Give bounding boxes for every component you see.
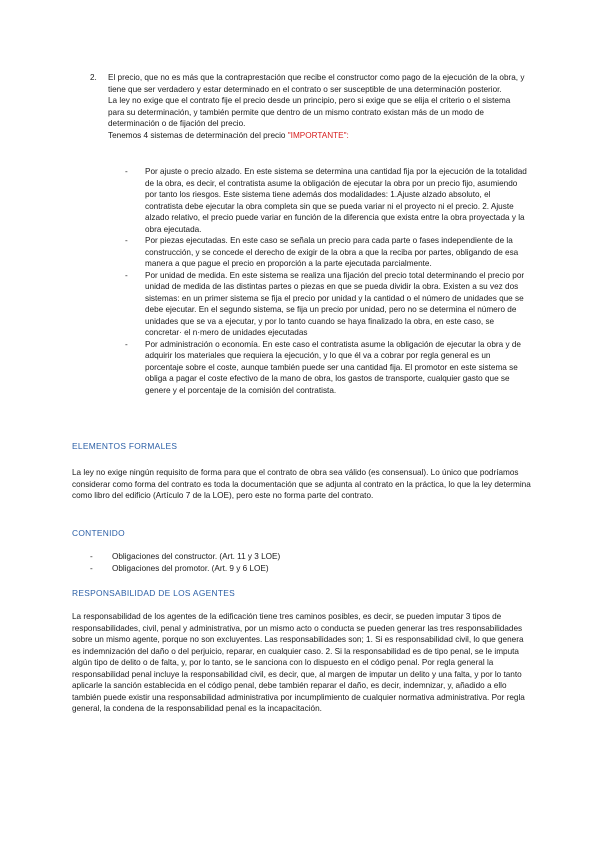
list-item-text: Obligaciones del promotor. (Art. 9 y 6 LOE) — [112, 563, 269, 573]
list-item — [110, 339, 530, 397]
item-number: 2. — [90, 73, 97, 82]
list-item — [90, 563, 510, 575]
bullet-dash: - — [125, 339, 128, 349]
bullet-dash: - — [125, 236, 128, 245]
list-item-text: Obligaciones del constructor. (Art. 11 y 3 LOE) — [112, 552, 281, 561]
list-item — [110, 166, 530, 235]
precio-criterio: La ley no exige que el contrato fije el precio desde un principio, pero si exige que se elija el criterio o el sistema para su determinación, y también permite que dentro de un mismo contrato existan más de un modo de determinación o de fijación del precio. — [108, 96, 511, 128]
bullet-dash: - — [90, 563, 93, 573]
precio-intro: El precio, que no es más que la contraprestación que recibe el constructor como pago de la ejecución de la obra, y tiene que ser verdadero y estar determinado en el contrato o ser susceptible de una determinación posterior. — [108, 73, 525, 94]
bullet-text: Por administración o economía. En este caso el contratista asume la obligación de ejecutar la obra y de adquirir los materiales que requiera la ejecución, y lo que él va a cobrar por regla general es un porcentaje sobre el coste, aunque también puede ser una cantidad fija. El promotor en este sistema se obliga a pagar el coste efectivo de la mano de obra, los gastos de transporte, cualquier gasto que se genere y el porcentaje de la comisión del contratista. — [145, 339, 521, 395]
bullet-text: Por unidad de medida. En este sistema se realiza una fijación del precio total determinando el precio por unidad de medida de las distintas partes o piezas en que se pueda dividir la obra. Existen a su vez dos sistemas: en un primer sistema se fija el precio por unidad y la cantidad o el número de unidades que se debe ejecutar. En el segundo sistema, se fija un precio por unidad, pero no se determina el número de unidades que se va a ejecutar, y por lo tanto cuando se haya finalizado la obra, en este caso, se concretar· el n·mero de unidades ejecutadas — [145, 270, 525, 337]
importante-label: "IMPORTANTE": — [287, 130, 349, 140]
bullet-dash: - — [125, 270, 128, 280]
list-item — [110, 235, 530, 270]
sistemas-prefix: Tenemos 4 sistemas de determinación del precio — [108, 130, 288, 140]
list-item — [110, 270, 530, 339]
bullet-text: Por ajuste o precio alzado. En este sistema se determina una cantidad fija por la ejecución de la totalidad de la obra, es decir, el contratista asume la obligación de ejecutar la obra por un precio fijo, asumiendo por tanto los riesgos. Este sistema tiene además dos modalidades: 1.Ajuste alzado absoluto, el contratista debe ejecutar la obra completa sin que se pueda variar ni el proyecto ni el precio. 2. Ajuste alzado relativo, el precio puede variar en función de la diferencia que exista entre la obra proyectada y la obra ejecutada. — [145, 167, 527, 234]
precio-sistemas-line — [108, 130, 528, 142]
list-item — [90, 551, 510, 563]
contenido-heading: CONTENIDO — [72, 528, 125, 538]
elementos-formales-text: La ley no exige ningún requisito de forma para que el contrato de obra sea válido (es consensual). Lo único que podríamos considerar como forma del contrato es toda la documentación que se adjunta al contrato en la práctica, lo que la ley determina como libro del edificio (Artículo 7 de la LOE), pero este no forma parte del contrato. — [72, 468, 531, 500]
responsabilidad-heading: RESPONSABILIDAD DE LOS AGENTES — [72, 588, 236, 598]
contenido-list — [90, 551, 510, 574]
elementos-formales-heading: ELEMENTOS FORMALES — [72, 441, 178, 451]
bullet-dash: - — [90, 552, 93, 561]
bullet-dash: - — [125, 167, 128, 176]
responsabilidad-text: La responsabilidad de los agentes de la edificación tiene tres caminos posibles, es decir, se pueden imputar 3 tipos de responsabilidades, civil, penal y administrativa, por un mismo acto o conducta se pueden generar las tres responsabilidades sobre un mismo agente, porque no son excluyentes. Las responsabilidades son; 1. Si es responsabilidad civil, lo que genera es indemnización del daño o del perjuicio, reparar, en cualquier caso. 2. Si la responsabilidad es de tipo penal, se le imputa algún tipo de delito o de falta, y, por lo tanto, se le sanciona con lo dispuesto en el código penal. Por regla general la responsabilidad penal incluye la responsabilidad civil, es decir, que, al margen de imputar un delito y una falta, y por lo tanto aplicarle la sanción establecida en el código penal, debe también reparar el daño, es decir, indemnizar, y, añadido a ello también puede existir una responsabilidad administrativa por incumplimiento de cualquier normativa administrativa. Por regla general, la condena de la responsabilidad penal es la incapacitación. — [72, 612, 525, 713]
sistemas-list — [110, 166, 530, 396]
bullet-text: Por piezas ejecutadas. En este caso se señala un precio para cada parte o fases independiente de la construcción, y se concede el derecho de exigir de la obra a que la reciba por partes, obligando de esa manera a que pague el precio en proporción a la parte ejecutada parcialmente. — [145, 236, 519, 268]
